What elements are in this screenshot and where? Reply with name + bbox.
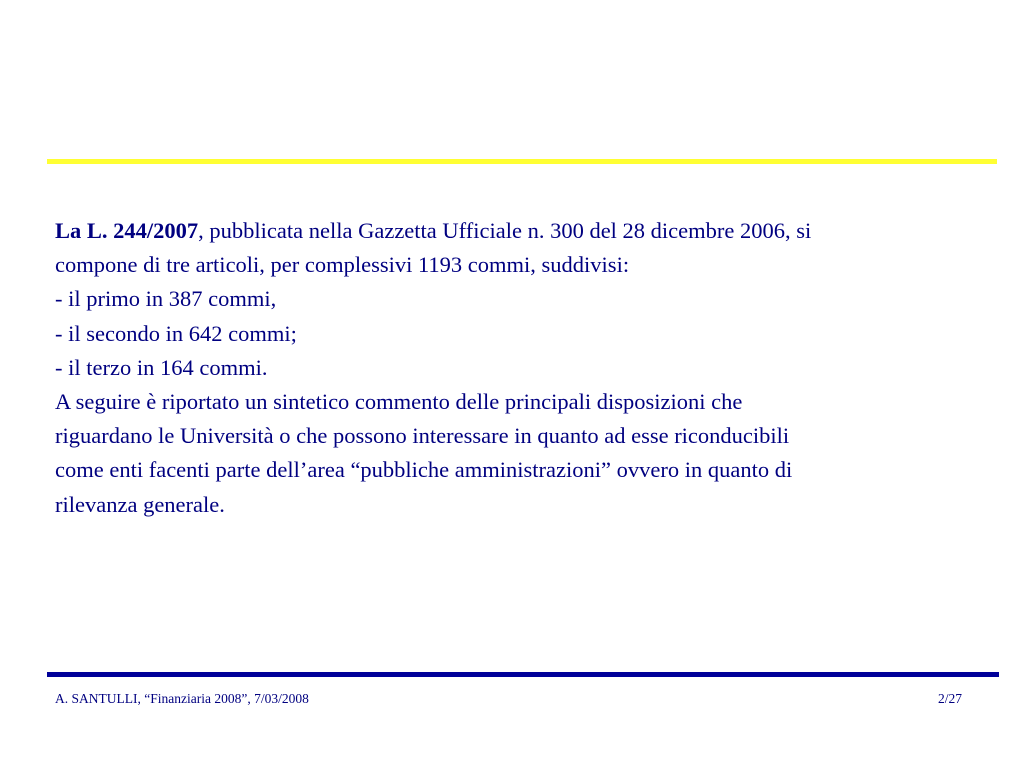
body-line-5: - il terzo in 164 commi. bbox=[55, 354, 268, 380]
body-line-9: rilevanza generale. bbox=[55, 491, 225, 517]
body-line-1 bbox=[55, 214, 1015, 248]
footer-author-date: A. SANTULLI, “Finanziaria 2008”, 7/03/2008 bbox=[55, 691, 309, 706]
law-reference: La L. 244/2007 bbox=[55, 218, 199, 243]
top-divider bbox=[47, 159, 997, 164]
body-line-4: - il secondo in 642 commi; bbox=[55, 320, 297, 346]
page-number: 2/27 bbox=[938, 691, 963, 706]
bottom-divider bbox=[47, 672, 999, 677]
body-line-8: come enti facenti parte dell’area “pubbliche amministrazioni” ovvero in quanto di bbox=[55, 457, 793, 483]
body-line-7: riguardano le Università o che possono interessare in quanto ad esse riconducibili bbox=[55, 423, 790, 449]
body-line-6: A seguire è riportato un sintetico commento delle principali disposizioni che bbox=[55, 389, 743, 415]
body-text bbox=[55, 214, 1015, 522]
body-line-2: compone di tre articoli, per complessivi 1193 commi, suddivisi: bbox=[55, 252, 630, 278]
body-line-1-rest: , pubblicata nella Gazzetta Ufficiale n. 300 del 28 dicembre 2006, si bbox=[198, 218, 812, 243]
body-line-3: - il primo in 387 commi, bbox=[55, 286, 277, 312]
